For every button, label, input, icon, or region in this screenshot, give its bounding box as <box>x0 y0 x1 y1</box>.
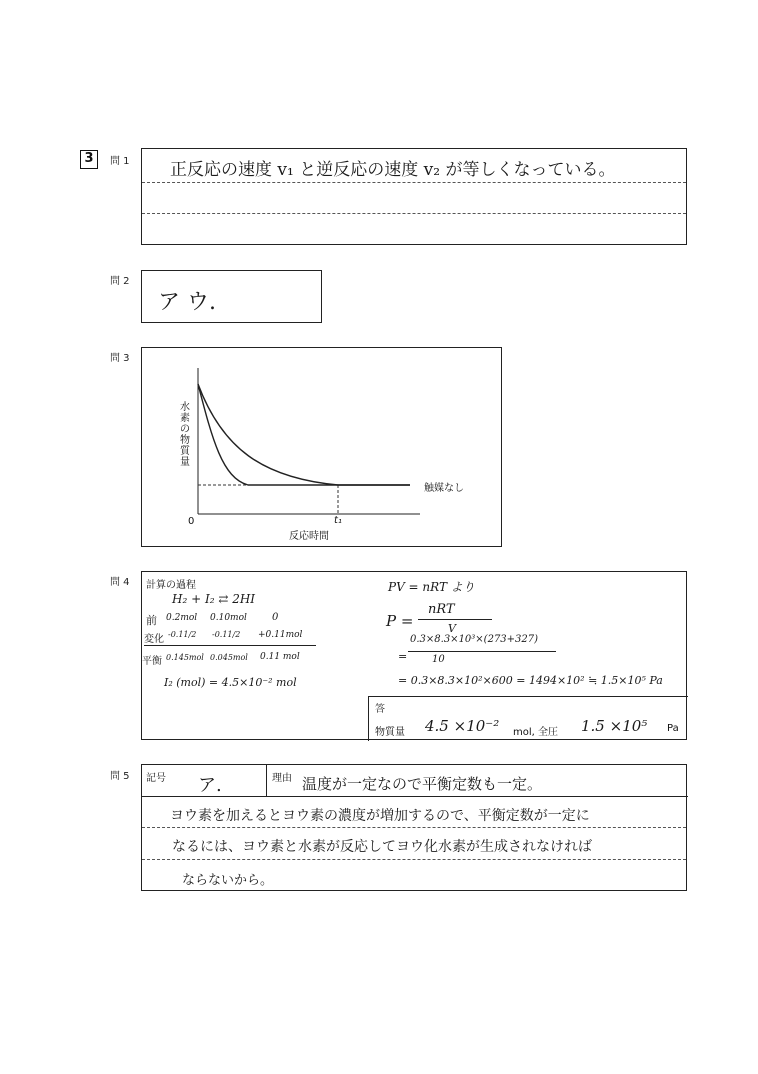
q3-xlabel: 反応時間 <box>289 531 329 542</box>
q2-label: 問 2 <box>110 276 130 287</box>
q4-pa-label: Pa <box>667 723 679 734</box>
q2-answer-box <box>141 270 322 323</box>
q2-answer-text: ア ウ. <box>158 290 216 315</box>
q5-symbol-divider <box>266 765 267 796</box>
q4-pressure-value: 1.5 ×10⁵ <box>581 717 648 735</box>
q3-ylabel: 水素の物質量 <box>180 402 190 468</box>
q4-calc-title: 計算の過程 <box>146 580 196 591</box>
q4-row-before-i2: 0.10mol <box>210 613 247 623</box>
q4-right-v: V <box>448 622 456 635</box>
q4-right-line1: PV = nRT より <box>388 580 475 594</box>
q4-right-nrt: nRT <box>428 602 455 617</box>
q4-i2-result: I₂ (mol) = 4.5×10⁻² mol <box>164 676 297 689</box>
curve-with-catalyst <box>198 384 410 485</box>
q4-row-eq-hi: 0.11 mol <box>260 652 300 662</box>
q4-sum-line <box>144 645 316 646</box>
curve-without-catalyst <box>198 384 410 485</box>
q3-t1: t₁ <box>334 515 342 526</box>
q5-answer-box <box>141 764 687 891</box>
q3-graph-box <box>141 347 502 547</box>
q5-header-bottom <box>142 796 688 797</box>
q4-row-change-h2: -0.11/2 <box>168 630 197 639</box>
q4-mol-label: mol, 全圧 <box>513 727 558 738</box>
q4-row-before-h2: 0.2mol <box>166 613 198 623</box>
q5-symbol-label: 記号 <box>146 773 166 784</box>
q4-fraction-bar-2 <box>408 651 556 652</box>
q4-row-eq-h2: 0.145mol <box>166 653 204 662</box>
q4-amount-value: 4.5 ×10⁻² <box>425 717 500 735</box>
q4-equation: H₂ + I₂ ⇄ 2HI <box>172 592 256 606</box>
q5-symbol-value: ア. <box>198 775 222 796</box>
q4-amount-label: 物質量 <box>375 727 405 738</box>
q1-label: 問 1 <box>110 156 130 167</box>
q5-reason-line1: 温度が一定なので平衡定数も一定。 <box>302 775 543 793</box>
q4-label: 問 4 <box>110 577 130 588</box>
q4-row-eq-i2: 0.045mol <box>210 653 248 662</box>
q5-line3: なるには、ヨウ素と水素が反応してヨウ化水素が生成されなければ <box>172 839 592 855</box>
q4-answer-box <box>368 696 688 741</box>
q4-row-change-i2: -0.11/2 <box>212 630 241 639</box>
q3-origin: 0 <box>188 516 195 527</box>
q3-curve-label: 触媒なし <box>424 483 464 494</box>
q4-row-change-label: 変化 <box>144 634 164 645</box>
q5-reason-label: 理由 <box>272 773 292 784</box>
q4-right-p-eq: P = <box>386 612 414 630</box>
q4-right-num2: 0.3×8.3×10³×(273+327) <box>410 634 539 645</box>
q5-label: 問 5 <box>110 771 130 782</box>
q4-right-den2: 10 <box>432 654 445 665</box>
q4-row-change-hi: +0.11mol <box>258 630 303 640</box>
section-number-box: 3 <box>80 150 98 169</box>
q4-row-eq-label: 平衡 <box>142 656 162 667</box>
q3-label: 問 3 <box>110 353 130 364</box>
q4-answer-title: 答 <box>375 704 385 715</box>
q4-fraction-bar-1 <box>418 619 492 620</box>
q4-row-before-hi: 0 <box>272 612 279 623</box>
q1-answer-box <box>141 148 687 245</box>
q4-calc-box <box>141 571 687 740</box>
q4-row-before-label: 前 <box>146 614 157 627</box>
q4-right-eq2: = <box>398 650 408 663</box>
q3-graph <box>142 348 501 546</box>
q1-answer-text: 正反応の速度 v₁ と逆反応の速度 v₂ が等しくなっている。 <box>170 160 616 180</box>
q5-line4: ならないから。 <box>182 873 274 888</box>
q4-right-line4: = 0.3×8.3×10²×600 = 1494×10² ≒ 1.5×10⁵ Pa <box>398 674 663 687</box>
q5-line2: ヨウ素を加えるとヨウ素の濃度が増加するので、平衡定数が一定に <box>170 808 590 824</box>
